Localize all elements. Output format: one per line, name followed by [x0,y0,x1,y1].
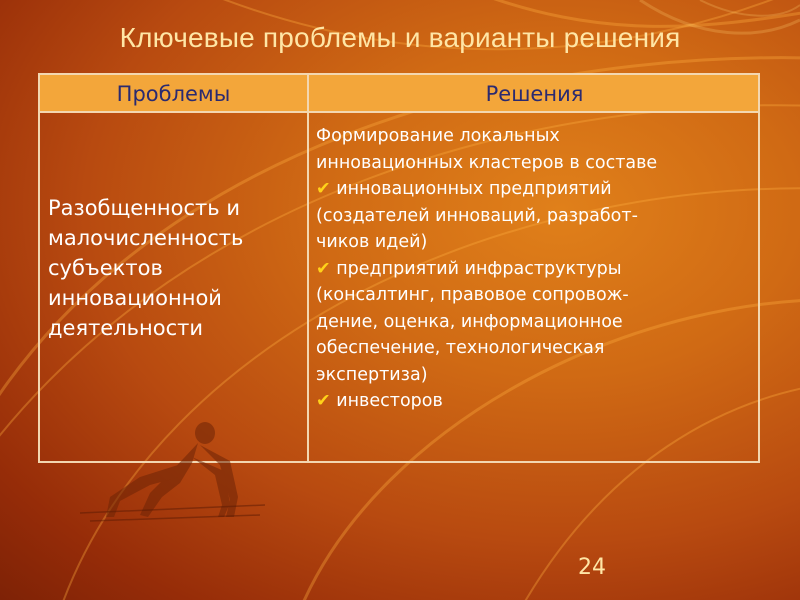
column-divider [307,75,309,461]
solution-item-text: инвесторов [330,391,443,411]
solution-item-line: экспертиза) [316,364,428,385]
solution-item-line: дение, оценка, информационное [316,311,623,332]
checkmark-icon: ✔ [316,258,331,279]
solution-item-line: (консалтинг, правовое сопровож- [316,285,629,305]
slide-title: Ключевые проблемы и варианты решения [119,22,681,53]
solution-intro-line: Формирование локальных [316,126,560,146]
solutions-cell [316,123,756,415]
problems-solutions-table [38,73,760,463]
solution-item-line: обеспечение, технологическая [316,338,605,358]
checkmark-icon: ✔ [316,179,331,199]
runner-silhouette-image [80,405,265,523]
header-problems: Проблемы [116,82,231,106]
solution-item-text: инновационных предприятий [330,179,612,199]
header-solutions: Решения [485,82,584,106]
page-number: 24 [578,555,606,580]
solution-item [316,388,756,415]
solution-item-line: чиков идей) [316,232,428,252]
solution-item [316,256,756,283]
table-header-row [40,75,758,113]
problem-cell: Разобщенность и малочисленность субъектов инновационной деятельности [48,196,244,340]
checkmark-icon: ✔ [316,391,331,411]
solution-item-text: предприятий инфраструктуры [330,258,622,279]
solution-item [316,176,756,203]
solution-item-line: (создателей инноваций, разработ- [316,205,638,226]
solution-intro-line: инновационных кластеров в составе [316,152,658,173]
